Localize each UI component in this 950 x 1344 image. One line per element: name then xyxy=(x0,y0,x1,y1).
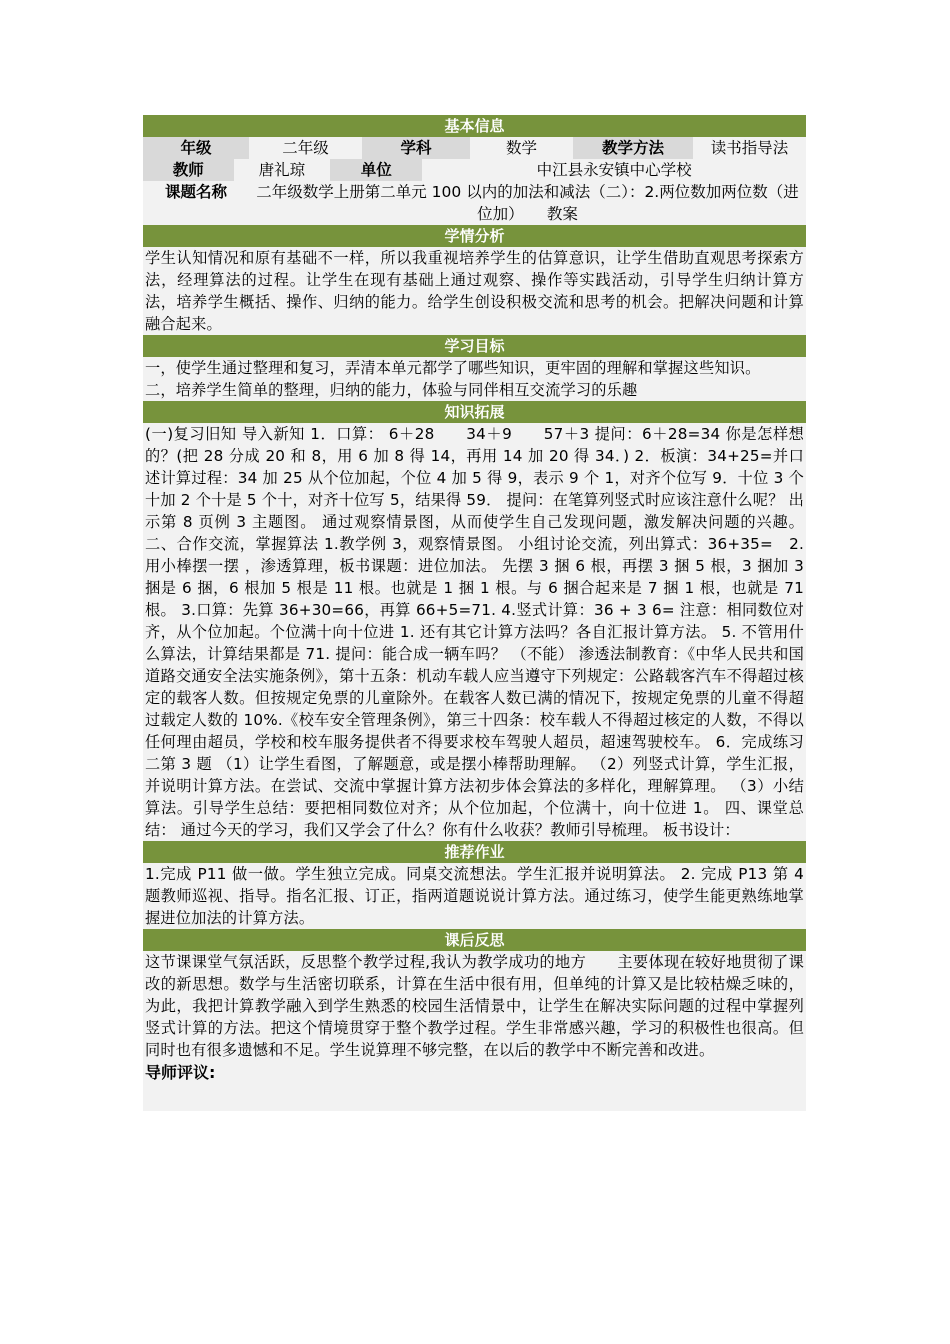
goal-line-1: 一，使学生通过整理和复习，弄清本单元都学了哪些知识，更牢固的理解和掌握这些知识。 xyxy=(143,357,806,379)
subject-label: 学科 xyxy=(362,137,470,159)
mentor-review-label: 导师评议: xyxy=(143,1061,806,1111)
grade-value: 二年级 xyxy=(282,139,329,157)
extension-text: (一)复习旧知 导入新知 1．口算： 6＋28 34＋9 57＋3 提问：6＋28=34 你是怎样想的？(把 28 分成 20 和 8，用 6 加 8 得 14，再用 14 加 20 得 34．) 2．板演：34+25=并口述计算过程：34 加 25 从个位加起，个位 4 加 5 得 9，表示 9 个 1，对齐个位写 9．十位 3 个十加 2 个十是 5 个十，对齐十位写 5，结果得 59． 提问：在笔算列竖式时应该注意什么呢？ 出示第 8 页例 3 主题图。 通过观察情景图，从而使学生自己发现问题，激发解决问题的兴趣。 二、合作交流，掌握算法 1.教学例 3，观察情景图。 小组讨论交流，列出算式：36+35= 2. 用小棒摆一摆 ，渗透算理，板书课题：进位加法。 先摆 3 捆 6 根，再摆 3 捆 5 根，3 捆加 3 捆是 6 捆，6 根加 5 根是 11 根。也就是 1 捆 1 根。与 6 捆合起来是 7 捆 1 根，也就是 71 根。 3.口算：先算 36+30=66，再算 66+5=71. 4.竖式计算：36 + 3 6= 注意：相同数位对齐，从个位加起。个位满十向十位进 1. 还有其它计算方法吗？各自汇报计算方法。 5. 不管用什么算法，计算结果都是 71. 提问：能合成一辆车吗？ （不能） 渗透法制教育：《中华人民共和国道路交通安全法实施条例》，第十五条：机动车载人应当遵守下列规定：公路载客汽车不得超过核定的载客人数。但按规定免票的儿童除外。在载客人数已满的情况下，按规定免票的儿童不得超过载定人数的 10%.《校车安全管理条例》，第三十四条：校车载人不得超过核定的人数，不得以任何理由超员，学校和校车服务提供者不得要求校车驾驶人超员，超速驾驶校车。 6．完成练习二第 3 题 （1）让学生看图，了解题意，或是摆小棒帮助理解。 （2）列竖式计算，学生汇报，并说明计算方法。在尝试、交流中掌握计算方法初步体会算法的多样化，理解算理。 （3）小结算法。引导学生总结：要把相同数位对齐；从个位加起，个位满十，向十位进 1。 四、课堂总结： 通过今天的学习，我们又学会了什么？你有什么收获？教师引导梳理。 板书设计： xyxy=(145,425,804,839)
method-value: 读书指导法 xyxy=(710,139,789,157)
goal-line-2: 二，培养学生简单的整理，归纳的能力，体验与同伴相互交流学习的乐趣 xyxy=(143,379,806,401)
teacher-value: 唐礼琼 xyxy=(258,161,306,179)
section-header-reflection: 课后反思 xyxy=(143,929,806,951)
grade-label: 年级 xyxy=(143,137,249,159)
section-header-homework: 推荐作业 xyxy=(143,841,806,863)
lesson-title-value: 二年级数学上册第二单元 100 以内的加法和减法（二）：2.两位数加两位数（进位加） 教案 xyxy=(256,183,799,223)
analysis-text: 学生认知情况和原有基础不一样，所以我重视培养学生的估算意识，让学生借助直观思考探索方法，经理算法的过程。让学生在现有基础上通过观察、操作等实践活动，引导学生归纳计算方法，培养学生概括、操作、归纳的能力。给学生创设积极交流和思考的机会。把解决问题和计算融合起来。 xyxy=(145,249,804,333)
section-header-extension: 知识拓展 xyxy=(143,401,806,423)
unit-label: 单位 xyxy=(330,159,422,181)
section-header-basic-info: 基本信息 xyxy=(143,115,806,137)
info-row-teacher xyxy=(143,159,806,181)
method-label: 教学方法 xyxy=(573,137,693,159)
section-header-analysis: 学情分析 xyxy=(143,225,806,247)
lesson-plan-document xyxy=(143,115,806,1111)
teacher-label: 教师 xyxy=(143,159,234,181)
lesson-title-label: 课题名称 xyxy=(143,181,249,225)
reflection-text: 这节课课堂气氛活跃，反思整个教学过程,我认为教学成功的地方 主要体现在较好地贯彻了课改的新思想。数学与生活密切联系，计算在生活中很有用，但单纯的计算又是比较枯燥乏味的，为此，我把计算教学融入到学生熟悉的校园生活情景中，让学生在解决实际问题的过程中掌握列竖式计算的方法。把这个情境贯穿于整个教学过程。学生非常感兴趣，学习的积极性也很高。但同时也有很多遗憾和不足。学生说算理不够完整，在以后的教学中不断完善和改进。 xyxy=(145,953,804,1059)
info-row-grade xyxy=(143,137,806,159)
info-row-title xyxy=(143,181,806,225)
homework-text: 1.完成 P11 做一做。学生独立完成。同桌交流想法。学生汇报并说明算法。 2. 完成 P13 第 4 题教师巡视、指导。指名汇报、订正，指两道题说说计算方法。通过练习，使学生能更熟练地掌握进位加法的计算方法。 xyxy=(145,865,804,927)
unit-value: 中江县永安镇中心学校 xyxy=(536,161,692,179)
subject-value: 数学 xyxy=(505,139,537,157)
section-header-goals: 学习目标 xyxy=(143,335,806,357)
